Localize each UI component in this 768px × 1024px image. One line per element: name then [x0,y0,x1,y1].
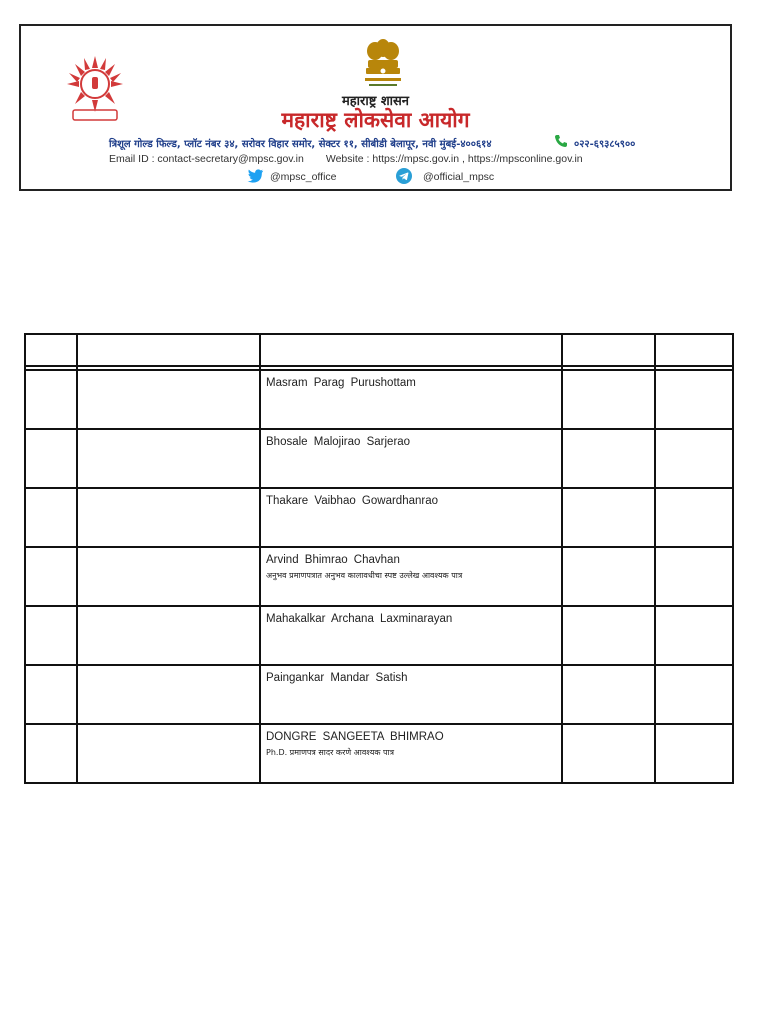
table-row [25,547,733,606]
candidate-name: Paingankar Mandar Satish [266,672,408,684]
candidate-name-cell [260,370,562,429]
header-cell-4 [562,334,655,366]
candidate-name-cell [260,488,562,547]
email-address[interactable]: Email ID : contact-secretary@mpsc.gov.in [109,153,304,165]
phone-icon [554,134,568,148]
website-links[interactable]: Website : https://mpsc.gov.in , https://mpsconline.gov.in [325,153,583,165]
table-row [25,370,733,429]
table-row [25,429,733,488]
telegram-icon [396,168,412,184]
table-header-row [25,334,733,366]
contact-line [109,153,583,165]
candidate-name: Arvind Bhimrao Chavhan [266,554,400,566]
government-name: महाराष्ट्र शासन [341,94,410,109]
letterhead [19,24,732,191]
header-cell-2 [77,334,260,366]
candidate-name: Mahakalkar Archana Laxminarayan [266,613,453,625]
candidate-name-cell [260,429,562,488]
candidate-note: Ph.D. प्रमाणपत्र सादर करणे आवश्यक पात्र [266,748,395,757]
table-row [25,724,733,783]
candidate-name-cell [260,724,562,783]
table-row [25,665,733,724]
national-emblem-icon [360,35,406,91]
twitter-handle[interactable]: @mpsc_office [270,171,337,183]
table-row [25,488,733,547]
header-cell-1 [25,334,77,366]
candidate-table [24,333,734,784]
candidate-name: Thakare Vaibhao Gowardhanrao [266,495,439,507]
candidate-note: अनुभव प्रमाणपत्रात अनुभव कालावधीचा स्पष्ट उल्लेख आवश्यक पात्र [266,571,463,580]
candidate-name: DONGRE SANGEETA BHIMRAO [266,731,444,743]
candidate-name: Bhosale Malojirao Sarjerao [266,436,411,448]
candidate-name: Masram Parag Purushottam [266,377,416,389]
commission-name: महाराष्ट्र लोकसेवा आयोग [281,108,470,132]
office-address: त्रिशूल गोल्ड फिल्ड, प्लॉट नंबर ३४, सरोवर विहार समोर, सेक्टर ११, सीबीडी बेलापूर, नवी मुंबई-४००६१४ [109,139,492,150]
phone-number: ०२२-६९३८५९०० [574,139,636,150]
candidate-name-cell [260,547,562,606]
candidate-name-cell [260,665,562,724]
candidate-name-cell [260,606,562,665]
twitter-icon [247,169,264,183]
telegram-handle[interactable]: @official_mpsc [423,171,495,183]
header-cell-5 [655,334,733,366]
header-cell-3 [260,334,562,366]
table-row [25,606,733,665]
